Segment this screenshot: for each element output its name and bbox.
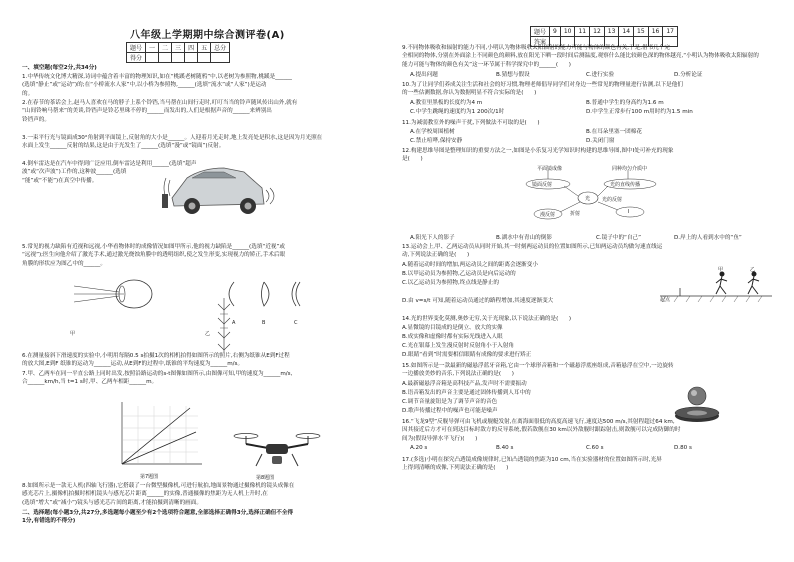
q15-option-c[interactable]: C.调节音量旋钮是为了调节声音的音色: [402, 399, 498, 405]
q16-option-b[interactable]: B.40 s: [496, 445, 514, 451]
q10-option-a[interactable]: A.教室里黑板的长度约为4 m: [410, 100, 483, 106]
score-cell: 一: [146, 43, 159, 53]
score-cell: 三: [172, 43, 185, 53]
runner-label-jia: 甲: [718, 267, 724, 273]
q15-option-b[interactable]: B.语音箱发出的声音主要是通过固体传播到人耳中的: [402, 390, 531, 396]
score-cell: 总分: [211, 43, 230, 53]
score-input[interactable]: [159, 53, 172, 63]
score-table: [126, 42, 230, 63]
q13-option-a[interactable]: A.随着运动时间的增加,两运动员之间的距离会逐渐变小: [402, 262, 538, 268]
question-2: 2.在春节的茶话会上,赵马人喜欢在马的脖子上系个铃铛,当马帮在山间行走时,叮叮当当的铃声随风传出山外,就有 “山间铃响马帮来”的美谈,铃铛声是铃芯里珠不停的______而发出的,人们是根据声音的______来辨别出 铃铛声的。: [22, 100, 298, 123]
answer-cell: 14: [619, 27, 634, 37]
question-1: 1.中华传统文化博大精深,诗词中蕴含着丰富的物理知识,如在“桃蹊老树随鸦”中,以老树为参照物,桃蹊是______ (选填“静止”或“运动”)的;在“小桥流水人家”中,以小桥为参照物,______(选填“流水”或“人家”)是运动 的。: [22, 74, 292, 97]
q13-option-c[interactable]: C.以乙运动员为参照物,终点线是静止的: [402, 280, 499, 286]
answer-cell: 11: [575, 27, 590, 37]
score-input[interactable]: [146, 53, 159, 63]
q11-option-d[interactable]: D.关闭门窗: [586, 138, 615, 144]
q9-option-c[interactable]: C.进行实验: [586, 72, 615, 78]
score-cell: 四: [185, 43, 198, 53]
question-16: 16.“飞龙9型”反舰导弹可由飞机或舰艇发射,在离海面很低的高度高速飞行,速度达500 m/s,其射程超过64 km, 因其接近后方才可在到达目标时敌方的反导系统,假若敌舰在30 km以外敌舰时跟踪射击,则敌舰可以完成防御的时 间为(假设导弹水平飞行)( ): [402, 419, 681, 442]
q16-option-d[interactable]: D.80 s: [674, 445, 692, 451]
score-input[interactable]: [211, 53, 230, 63]
answer-cell: 12: [590, 27, 605, 37]
answer-cell: 9: [550, 27, 561, 37]
q10-option-c[interactable]: C.中学生跳绳的速度约为1 200次/1时: [410, 109, 505, 115]
score-cell: 得分: [127, 53, 146, 63]
mind-map-node: 光的反射: [602, 197, 623, 203]
section-fill-heading: 一、填空题(每空2分,共34分): [22, 65, 97, 71]
question-7: 7.甲、乙两车在同一平直公路上同时出发,按照沿路运动的s-t图像如图所示,由图像可知,甲的速度为______m/s, 合______km/h,当 t=1 s时,甲、乙两车相距______m。: [22, 371, 293, 386]
answer-cell: 13: [604, 27, 619, 37]
answer-cell: 答案: [531, 37, 550, 47]
question-8: 8.如图所示是一款无人机(四轴飞行器),它搭载了一台微型摄像机,可进行航拍,地面景物通过摄像机的镜头成像在 感光芯片上,摄像机拍摄时相机镜头与感光芯片距离______的实像,普通摄像的焦距为无人机上升时,在 (选填“增大”或“减小”)镜头与感光芯片间的距离,才能拍摄到清晰的画面。: [22, 483, 295, 506]
figure-caption-jia: 甲: [70, 331, 76, 337]
answer-cell: 10: [560, 27, 575, 37]
q15-option-a[interactable]: A.最新磁悬浮音箱是高科技产品,发声时不需要振动: [402, 381, 527, 387]
page-title: 八年级上学期期中综合测评卷(A): [130, 30, 285, 41]
q15-option-d[interactable]: D.歌声传播过程中的噪声也可能是噪声: [402, 408, 498, 414]
q12-option-d[interactable]: D.岸上的人看到水中的“鱼”: [674, 235, 742, 241]
question-5: 5.常见的视力缺陷有近视和远视,小华看物体时的成像情况如图甲所示,他的视力缺陷是______(选填“近视”或 “远视”);医生向他介绍了激光手术,通过激光烧蚀角膜中的透明组织,使之发生形变,实现视力的矫正,手术后眼 角膜的形状应为图乙中的______。: [22, 244, 286, 267]
answer-cell: 17: [663, 27, 678, 37]
q9-option-a[interactable]: A.提出问题: [410, 72, 438, 78]
q12-option-a[interactable]: A.阳光下人的影子: [410, 235, 455, 241]
eye-lens-figure: [64, 272, 334, 322]
runner-label-yi: 乙: [750, 267, 756, 273]
figure-label-b: B: [262, 320, 266, 326]
q10-option-b[interactable]: B.普通中学生的身高约为1.6 m: [586, 100, 664, 106]
answer-cell: 16: [648, 27, 663, 37]
q12-option-c[interactable]: C.镜子中的“自己”: [596, 235, 642, 241]
score-cell: 二: [159, 43, 172, 53]
mind-map-node: 光的直线传播: [610, 182, 641, 188]
q14-option-a[interactable]: A.显微镜的目镜成的是倒立、放大的实像: [402, 325, 503, 331]
q11-option-b[interactable]: B.在耳朵里塞一团棉花: [586, 129, 642, 135]
figure-label-a: A: [232, 320, 236, 326]
section-choice-heading: 二、选择题(每小题3分,共27分,多选题每小题至少有2个选项符合题意,全部选择正确得3分,选择正确但不全得 1分,有错选的不得分): [22, 510, 294, 525]
q16-option-c[interactable]: C.60 s: [586, 445, 604, 451]
mind-map-node: 同种均匀介质中: [612, 166, 648, 172]
question-10: 10.为了让同学们养成关注生活和社会的好习惯,物理老师倡导同学们对身边一些常见的物理量进行估测,以下是他们 的一些估测数据,你认为数据明显不符合实际的是( ): [402, 82, 683, 97]
figure-label-c: C: [294, 320, 298, 326]
answer-cell: 15: [634, 27, 649, 37]
q14-option-d[interactable]: D.眼睛“看到”时需要相信眼睛有成像的要求进行矫正: [402, 352, 532, 358]
q14-option-c[interactable]: C.光在银幕上发生漫反射时反射角小于入射角: [402, 343, 514, 349]
q11-option-a[interactable]: A.在学校周围植树: [410, 129, 455, 135]
q9-option-d[interactable]: D.分析论证: [674, 72, 703, 78]
score-cell: 题号: [127, 43, 146, 53]
question-3: 3.一束平行光与镜面成30°角射到平面镜上,反射角的大小是______。人迎着月光走时,地上发亮处是积水,这是因为月光照在 水面上发生______反射的结果,这是由于光发生了______(选填“漫”或“镜面”)反射。: [22, 135, 323, 150]
q11-option-c[interactable]: C.禁止喧哗,保持安静: [410, 138, 463, 144]
mind-map-node: 镜面反射: [532, 182, 553, 188]
question-6: 6.在测量接斜下滑速度的实验中,小明用每隔0.5 s拍摄1次的相机拍得如图所示的照片,右侧为纸锥从E到F过程 的放大图,E到F 纸锥的运动为______运动,从E到F的过程中,纸锥的平均速度为______m/s。: [22, 353, 290, 368]
q12-option-b[interactable]: B.湖水中有青山的倒影: [496, 235, 552, 241]
car-radar-figure: [162, 148, 278, 220]
st-graph-figure: [110, 398, 206, 472]
mind-map-center: 光: [585, 196, 591, 202]
q14-option-b[interactable]: B.成实像和虚像时都有实际光线进入人眼: [402, 334, 503, 340]
q13-option-b[interactable]: B.以甲运动员为参照物,乙运动员是向后运动的: [402, 271, 516, 277]
question-13: 13.运动会上,甲、乙两运动员从同时开始,其一时刻两运动员的位置如图所示,已知两运动员均做匀速直线运 动,下列说法正确的是( ): [402, 244, 663, 259]
q10-option-d[interactable]: D.中学生正常步行100 m用时约为1.5 min: [586, 109, 693, 115]
mind-map-node: Ⅰ: [628, 209, 630, 215]
drone-figure: [232, 428, 322, 472]
question-15: 15.如图所示是一款最新的磁悬浮蓝牙音箱,它由一个球形音箱和一个磁悬浮底座组成,音箱悬浮在空中,一边旋转 一边播放美妙的音乐,下列说法正确的是( ): [402, 363, 674, 378]
question-9: 9.不同物体吸收和辐射的能力不同,小明认为物体吸收太阳辐射的能力可能与物体的颜色有关,于是,借书几个完 全相同的物体,分别在外面涂上不同颜色的颜料,放在阳光下晒一段时间后测温度,观察什么能比较颜色深的物体越亮,“小明认为物体吸收太阳辐射的 能力可能与物体的颜色有关”这一环节属于科学探究中的______( ): [402, 45, 759, 68]
runners-figure: [656, 262, 776, 306]
q16-option-a[interactable]: A.20 s: [410, 445, 428, 451]
question-11: 11.为减弱教室外的噪声干扰,下列做法不可取的是( ): [402, 120, 540, 126]
score-input[interactable]: [172, 53, 185, 63]
answer-cell: 题号: [531, 27, 550, 37]
q9-option-b[interactable]: B.猜想与假设: [496, 72, 530, 78]
question-4: 4.倒车雷达是在汽车中得到广泛应用,倒车雷达是利用______(选填“超声波”或“次声波”)工作的,这种波______(选填 “能”或“不能”)在真空中传播。: [22, 161, 197, 184]
score-cell: 五: [198, 43, 211, 53]
figure-caption-7: 第7题图: [140, 474, 159, 480]
start-line-label: 起点: [660, 297, 671, 303]
paper-cone-figure: [206, 296, 242, 354]
question-14: 14.光的世界变化莫测,奥妙无穷,关于光现象,以下说法正确的是( ): [402, 316, 572, 322]
mind-map-node: 折射: [570, 211, 581, 217]
figure-caption-8: 第8题图: [256, 475, 275, 481]
score-input[interactable]: [185, 53, 198, 63]
score-input[interactable]: [198, 53, 211, 63]
question-17: 17.(多选)小明在探究凸透镜成像规律时,已知凸透镜的焦距为10 cm,当在实验器材的位置如图所示时,光屏 上得到清晰的成像,下列说法正确的是( ): [402, 457, 662, 472]
figure-caption-yi: 乙: [205, 331, 211, 337]
question-12: 12.构建思维导图是整理知识的重要方法之一,如图是小乐复习光学知识时构建的思维导图,图中Ⅰ处可补充的现象 是( ): [402, 148, 674, 163]
q13-option-d[interactable]: D.由 v=s/t 可知,随着运动员通过的路程增加,其速度逐渐变大: [402, 298, 554, 304]
mind-map-node: 平面镜成像: [537, 166, 563, 172]
mind-map-node: 漫反射: [540, 212, 556, 218]
